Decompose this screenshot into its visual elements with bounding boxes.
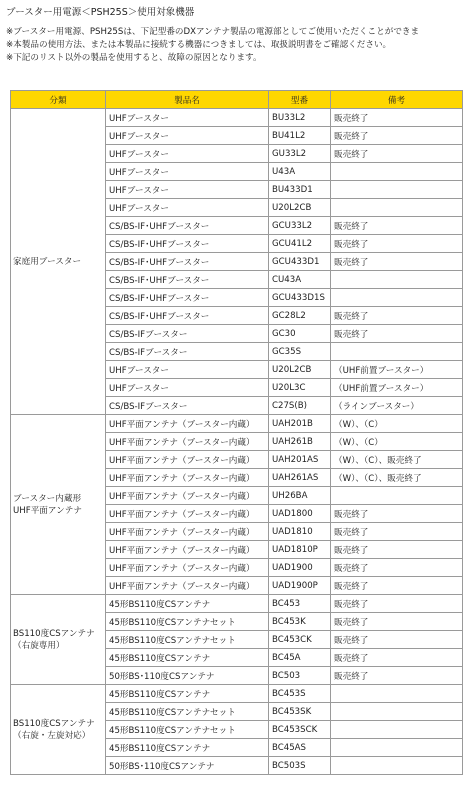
model-number-cell: UAD1900 [269, 559, 331, 577]
product-name-cell: UHF平面アンテナ（ブースター内蔵） [106, 487, 269, 505]
model-number-cell: BC453SCK [269, 721, 331, 739]
remarks-cell: 販売終了 [331, 325, 463, 343]
product-name-cell: CS/BS-IF･UHFブースター [106, 289, 269, 307]
product-name-cell: UHFブースター [106, 145, 269, 163]
remarks-cell [331, 703, 463, 721]
product-name-cell: 45形BS110度CSアンテナセット [106, 721, 269, 739]
product-name-cell: UHF平面アンテナ（ブースター内蔵） [106, 559, 269, 577]
category-cell [11, 109, 106, 415]
remarks-cell: （W）、（C） [331, 433, 463, 451]
model-number-cell: U20L2CB [269, 199, 331, 217]
note-line: ※下記のリスト以外の製品を使用すると、故障の原因となります。 [6, 53, 262, 63]
product-name-cell: UHF平面アンテナ（ブースター内蔵） [106, 469, 269, 487]
model-number-cell: GCU433D1 [269, 253, 331, 271]
product-name-cell: UHF平面アンテナ（ブースター内蔵） [106, 541, 269, 559]
remarks-cell: （UHF前置ブースター） [331, 361, 463, 379]
remarks-cell: 販売終了 [331, 631, 463, 649]
remarks-cell [331, 199, 463, 217]
remarks-cell: 販売終了 [331, 649, 463, 667]
table-row [11, 685, 463, 703]
remarks-cell: （W）、（C）、販売終了 [331, 451, 463, 469]
product-name-cell: 50形BS･110度CSアンテナ [106, 667, 269, 685]
model-number-cell: U20L2CB [269, 361, 331, 379]
model-number-cell: BC453S [269, 685, 331, 703]
product-name-cell: 45形BS110度CSアンテナセット [106, 613, 269, 631]
model-number-cell: UAD1810 [269, 523, 331, 541]
model-number-cell: BC45AS [269, 739, 331, 757]
model-number-cell: BC453K [269, 613, 331, 631]
product-name-cell: UHFブースター [106, 163, 269, 181]
model-number-cell: GC35S [269, 343, 331, 361]
model-number-cell: UAH261AS [269, 469, 331, 487]
category-label: UHF平面アンテナ [13, 505, 82, 516]
remarks-cell [331, 721, 463, 739]
header-product-name: 製品名 [106, 91, 269, 109]
remarks-cell: 販売終了 [331, 127, 463, 145]
product-name-cell: CS/BS-IF･UHFブースター [106, 307, 269, 325]
remarks-cell: 販売終了 [331, 667, 463, 685]
table-row [11, 595, 463, 613]
table-body [11, 109, 463, 775]
model-number-cell: CU43A [269, 271, 331, 289]
product-name-cell: UHF平面アンテナ（ブースター内蔵） [106, 505, 269, 523]
model-number-cell: U43A [269, 163, 331, 181]
model-number-cell: GCU41L2 [269, 235, 331, 253]
header-remarks: 備考 [331, 91, 463, 109]
remarks-cell: 販売終了 [331, 577, 463, 595]
product-name-cell: 45形BS110度CSアンテナ [106, 685, 269, 703]
remarks-cell: 販売終了 [331, 505, 463, 523]
product-name-cell: UHFブースター [106, 181, 269, 199]
remarks-cell: 販売終了 [331, 541, 463, 559]
model-number-cell: UH26BA [269, 487, 331, 505]
notes [6, 26, 419, 65]
remarks-cell: （W）、（C） [331, 415, 463, 433]
model-number-cell: GC30 [269, 325, 331, 343]
remarks-cell: （UHF前置ブースター） [331, 379, 463, 397]
product-name-cell: UHFブースター [106, 361, 269, 379]
product-name-cell: UHF平面アンテナ（ブースター内蔵） [106, 433, 269, 451]
remarks-cell [331, 739, 463, 757]
table-header-row [11, 91, 463, 109]
remarks-cell: 販売終了 [331, 145, 463, 163]
product-name-cell: 45形BS110度CSアンテナ [106, 649, 269, 667]
remarks-cell [331, 487, 463, 505]
category-label: 家庭用ブースター [13, 256, 82, 267]
model-number-cell: BC503S [269, 757, 331, 775]
header-category: 分類 [11, 91, 106, 109]
model-number-cell: GCU33L2 [269, 217, 331, 235]
product-name-cell: UHFブースター [106, 109, 269, 127]
product-name-cell: CS/BS-IFブースター [106, 397, 269, 415]
product-name-cell: UHFブースター [106, 127, 269, 145]
remarks-cell: 販売終了 [331, 109, 463, 127]
remarks-cell: 販売終了 [331, 613, 463, 631]
model-number-cell: GCU433D1S [269, 289, 331, 307]
remarks-cell: 販売終了 [331, 559, 463, 577]
product-name-cell: UHFブースター [106, 379, 269, 397]
product-name-cell: 45形BS110度CSアンテナ [106, 595, 269, 613]
model-number-cell: U20L3C [269, 379, 331, 397]
header-model-number: 型番 [269, 91, 331, 109]
product-name-cell: UHF平面アンテナ（ブースター内蔵） [106, 577, 269, 595]
category-cell [11, 415, 106, 595]
remarks-cell: 販売終了 [331, 253, 463, 271]
remarks-cell: 販売終了 [331, 217, 463, 235]
remarks-cell [331, 271, 463, 289]
category-label: （右旋・左旋対応） [13, 730, 91, 741]
product-name-cell: UHF平面アンテナ（ブースター内蔵） [106, 415, 269, 433]
remarks-cell [331, 163, 463, 181]
model-number-cell: C27S(B) [269, 397, 331, 415]
product-name-cell: 45形BS110度CSアンテナセット [106, 631, 269, 649]
page-title: ブースター用電源＜PSH25S＞使用対象機器 [6, 7, 195, 18]
model-number-cell: BC45A [269, 649, 331, 667]
remarks-cell [331, 685, 463, 703]
product-name-cell: 50形BS･110度CSアンテナ [106, 757, 269, 775]
model-number-cell: BC453SK [269, 703, 331, 721]
model-number-cell: BU33L2 [269, 109, 331, 127]
product-name-cell: UHFブースター [106, 199, 269, 217]
model-number-cell: GU33L2 [269, 145, 331, 163]
category-label: BS110度CSアンテナ [13, 628, 95, 639]
model-number-cell: UAH201AS [269, 451, 331, 469]
remarks-cell: 販売終了 [331, 523, 463, 541]
remarks-cell [331, 289, 463, 307]
model-number-cell: UAD1810P [269, 541, 331, 559]
table-row [11, 109, 463, 127]
product-name-cell: CS/BS-IF･UHFブースター [106, 217, 269, 235]
model-number-cell: UAD1900P [269, 577, 331, 595]
model-number-cell: GC28L2 [269, 307, 331, 325]
product-name-cell: UHF平面アンテナ（ブースター内蔵） [106, 451, 269, 469]
remarks-cell [331, 343, 463, 361]
product-name-cell: CS/BS-IFブースター [106, 325, 269, 343]
category-label: BS110度CSアンテナ [13, 718, 95, 729]
table-row [11, 415, 463, 433]
product-name-cell: CS/BS-IF･UHFブースター [106, 253, 269, 271]
model-number-cell: BU41L2 [269, 127, 331, 145]
model-number-cell: UAH261B [269, 433, 331, 451]
remarks-cell: 販売終了 [331, 307, 463, 325]
product-name-cell: CS/BS-IFブースター [106, 343, 269, 361]
model-number-cell: UAH201B [269, 415, 331, 433]
product-name-cell: CS/BS-IF･UHFブースター [106, 271, 269, 289]
model-number-cell: BC503 [269, 667, 331, 685]
model-number-cell: BU433D1 [269, 181, 331, 199]
remarks-cell [331, 181, 463, 199]
remarks-cell: 販売終了 [331, 595, 463, 613]
model-number-cell: BC453CK [269, 631, 331, 649]
note-line: ※ブースター用電源、PSH25Sは、下記型番のDXアンテナ製品の電源部としてご使用いただくことができま [6, 27, 420, 37]
category-cell [11, 685, 106, 775]
note-line: ※本製品の使用方法、または本製品に接続する機器につきましては、取扱説明書をご確認ください。 [6, 40, 392, 50]
product-name-cell: 45形BS110度CSアンテナセット [106, 703, 269, 721]
product-table [10, 90, 463, 775]
product-name-cell: UHF平面アンテナ（ブースター内蔵） [106, 523, 269, 541]
category-cell [11, 595, 106, 685]
product-name-cell: 45形BS110度CSアンテナ [106, 739, 269, 757]
remarks-cell: （ラインブースター） [331, 397, 463, 415]
remarks-cell: （W）、（C）、販売終了 [331, 469, 463, 487]
model-number-cell: UAD1800 [269, 505, 331, 523]
remarks-cell: 販売終了 [331, 235, 463, 253]
category-label: （右旋専用） [13, 640, 65, 651]
product-name-cell: CS/BS-IF･UHFブースター [106, 235, 269, 253]
category-label: ブースター内蔵形 [13, 493, 82, 504]
remarks-cell [331, 757, 463, 775]
model-number-cell: BC453 [269, 595, 331, 613]
